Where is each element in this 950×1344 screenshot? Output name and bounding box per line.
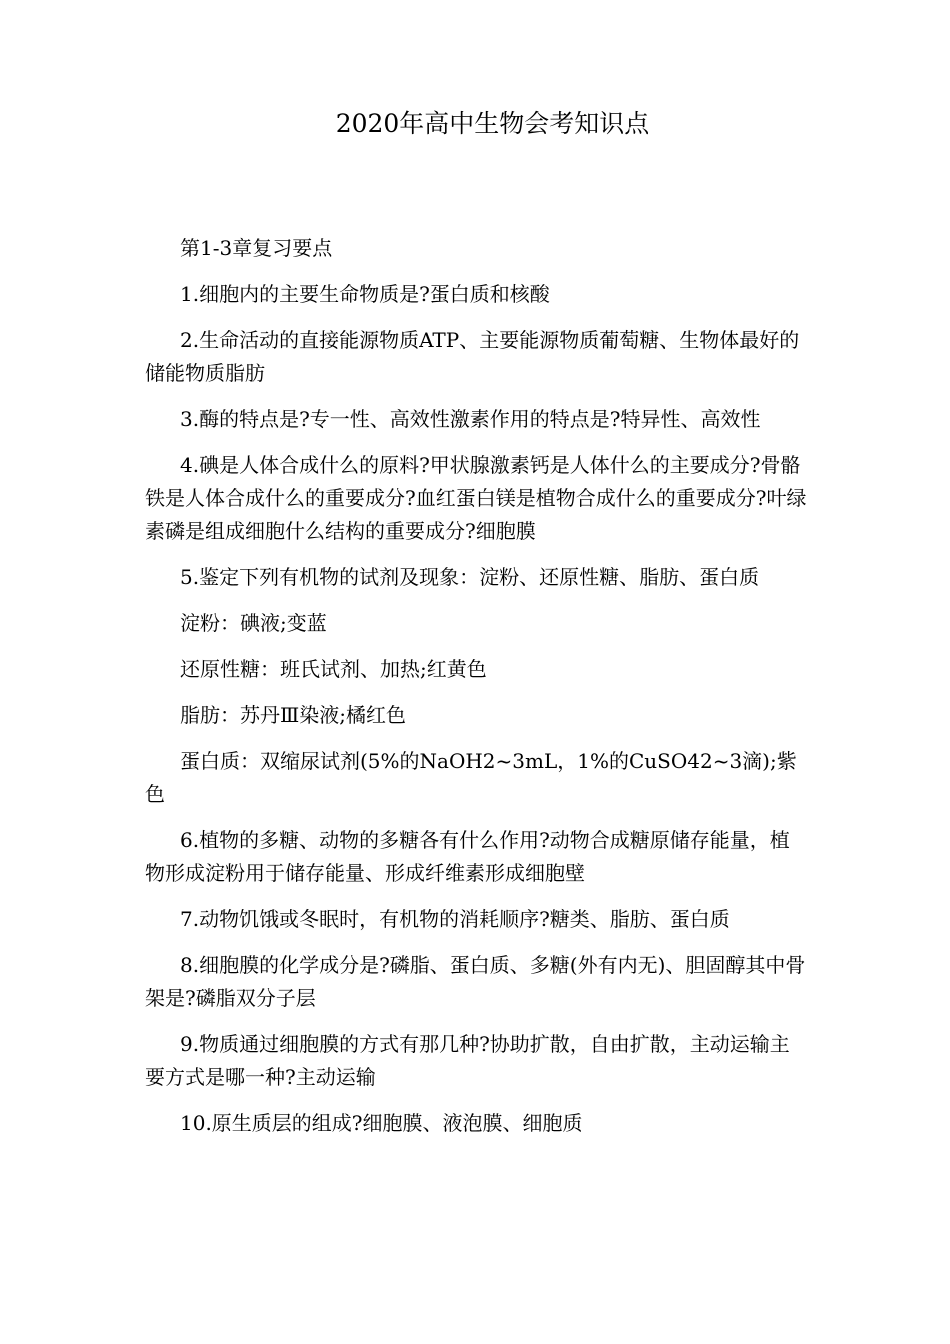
paragraph-10: 10.原生质层的组成?细胞膜、液泡膜、细胞质 <box>180 1111 583 1135</box>
paragraph-9: 9.物质通过细胞膜的方式有那几种?协助扩散，自由扩散，主动运输主要方式是哪一种?主动运输 <box>145 1032 790 1089</box>
paragraph-1: 1.细胞内的主要生命物质是?蛋白质和核酸 <box>180 282 550 306</box>
paragraph-2: 2.生命活动的直接能源物质ATP、主要能源物质葡萄糖、生物体最好的储能物质脂肪 <box>145 328 800 385</box>
paragraph-5-protein: 蛋白质：双缩尿试剂(5%的NaOH2~3mL，1%的CuSO42~3滴);紫色 <box>145 749 797 806</box>
paragraph-6: 6.植物的多糖、动物的多糖各有什么作用?动物合成糖原储存能量，植物形成淀粉用于储存能量、形成纤维素形成细胞壁 <box>145 828 790 885</box>
paragraph-5-reducing-sugar: 还原性糖：班氏试剂、加热;红黄色 <box>180 657 487 681</box>
paragraph-5-fat: 脂肪：苏丹Ⅲ染液;橘红色 <box>180 703 407 727</box>
document-title: 2020年高中生物会考知识点 <box>335 109 650 138</box>
section-heading: 第1-3章复习要点 <box>180 236 333 260</box>
paragraph-8: 8.细胞膜的化学成分是?磷脂、蛋白质、多糖(外有内无)、胆固醇其中骨架是?磷脂双分子层 <box>145 953 806 1010</box>
paragraph-7: 7.动物饥饿或冬眠时，有机物的消耗顺序?糖类、脂肪、蛋白质 <box>180 907 730 931</box>
paragraph-3: 3.酶的特点是?专一性、高效性激素作用的特点是?特异性、高效性 <box>180 407 761 431</box>
paragraph-4: 4.碘是人体合成什么的原料?甲状腺激素钙是人体什么的主要成分?骨骼铁是人体合成什么的重要成分?血红蛋白镁是植物合成什么的重要成分?叶绿素磷是组成细胞什么结构的重要成分?细胞膜 <box>145 453 807 543</box>
paragraph-5: 5.鉴定下列有机物的试剂及现象：淀粉、还原性糖、脂肪、蛋白质 <box>180 565 760 589</box>
paragraph-5-starch: 淀粉：碘液;变蓝 <box>180 611 327 635</box>
document-body <box>145 232 809 1153</box>
